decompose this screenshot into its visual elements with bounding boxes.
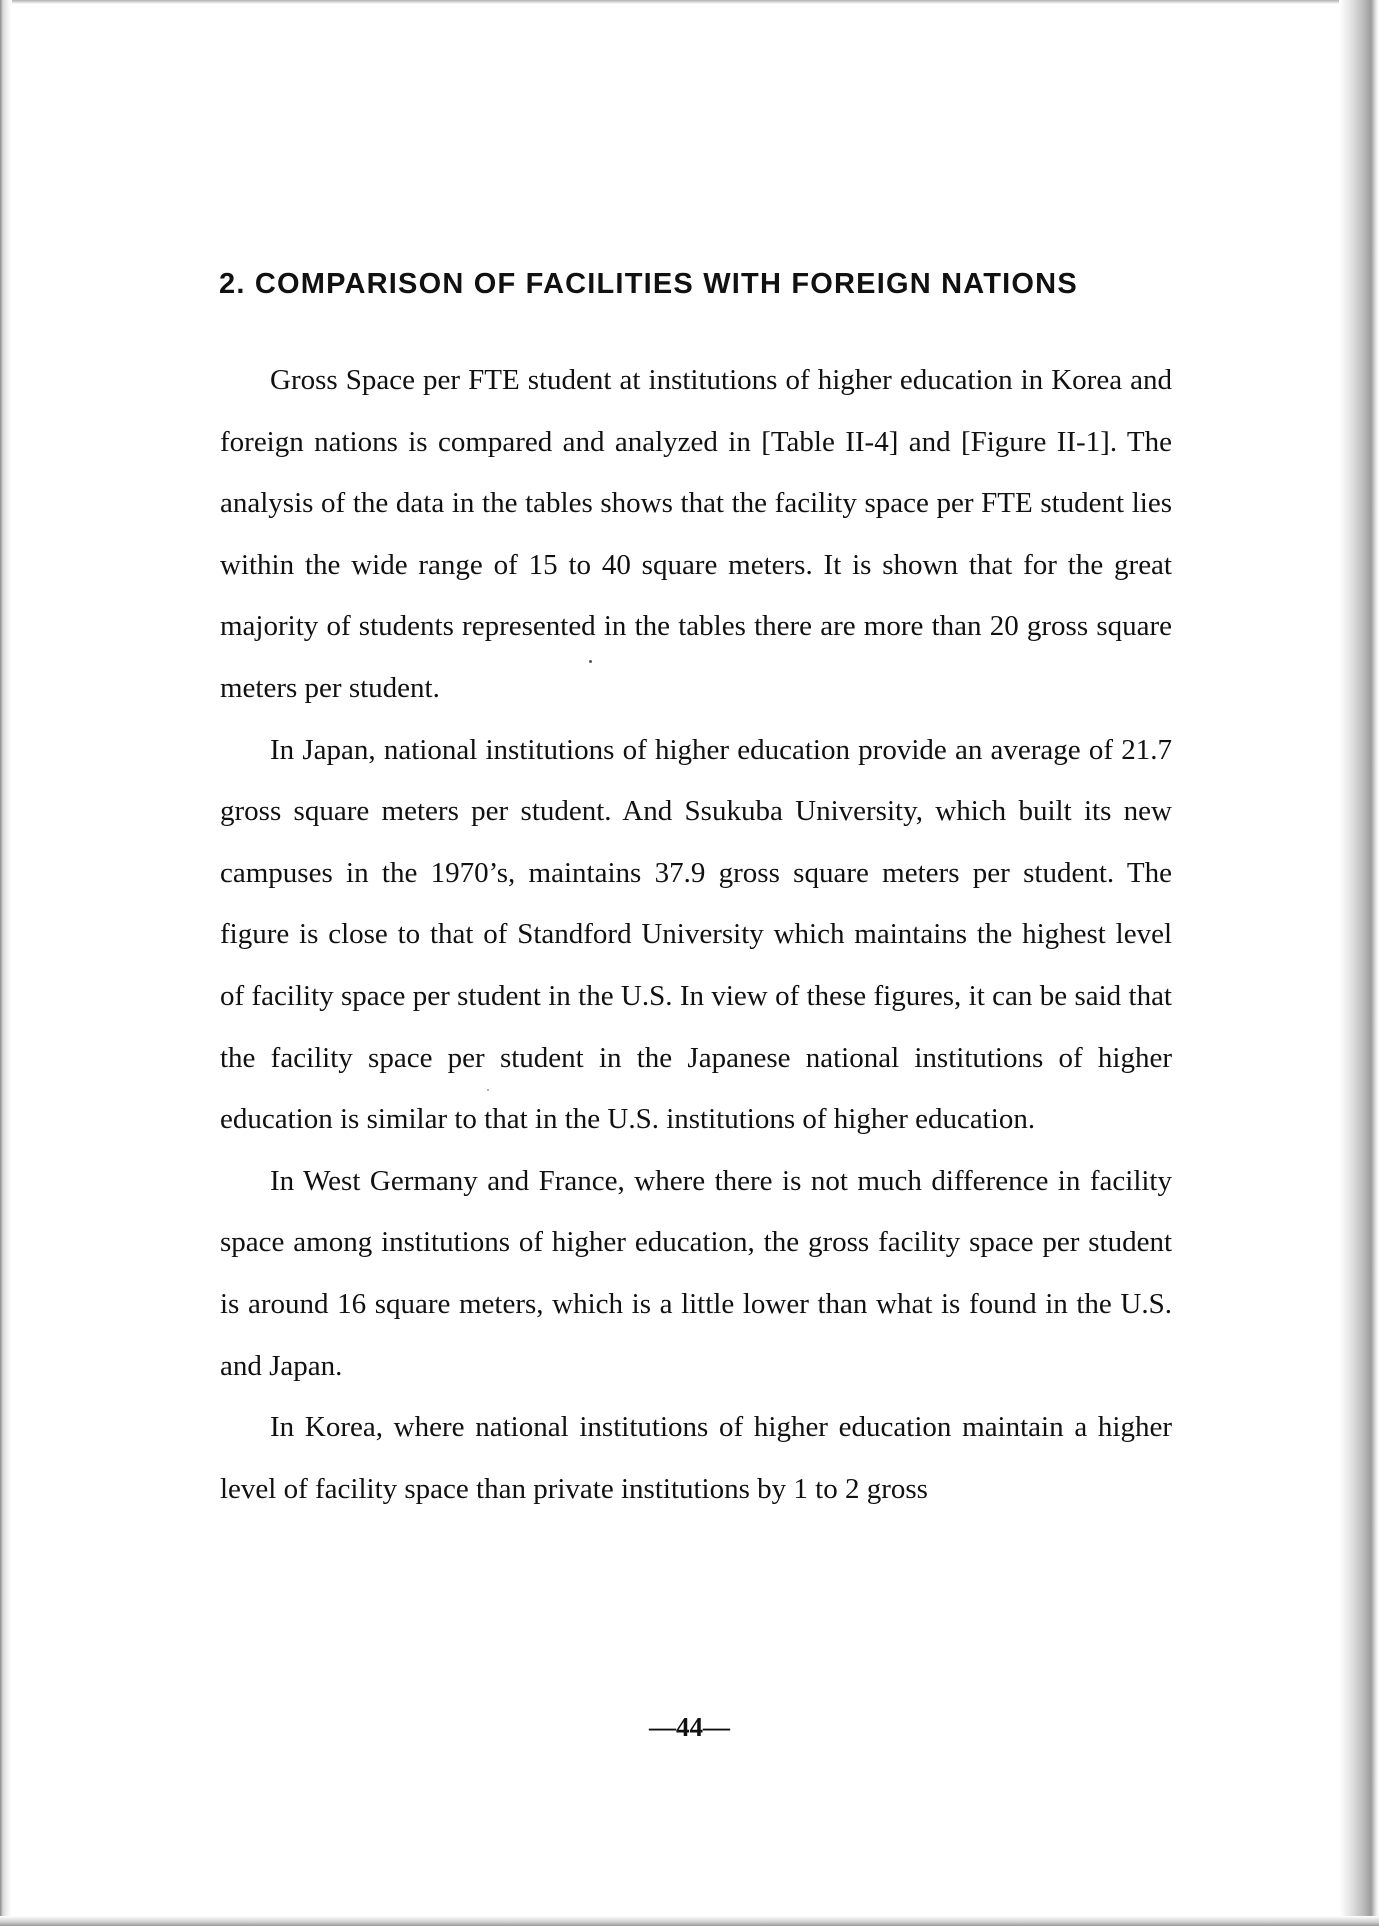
print-speck: [487, 1089, 489, 1091]
paragraph-west-germany-france: In West Germany and France, where there is not much difference in facility space among institutions of higher education, the gross facility space per student is around 16 square meters, which is a little lower than what is found in the U.S. and Japan.: [220, 1164, 1172, 1382]
section-heading: 2. COMPARISON OF FACILITIES WITH FOREIGN NATIONS: [219, 268, 1078, 300]
body-text: [220, 350, 1172, 1520]
page-top-edge: [0, 0, 1379, 4]
page-number: —44—: [649, 1712, 730, 1742]
print-speck: [589, 660, 592, 663]
page-left-edge: [0, 0, 12, 1926]
paragraph-japan: In Japan, national institutions of higher education provide an average of 21.7 gross square meters per student. And Ssukuba University, which built its new campuses in the 1970’s, maintains 37.9 gross square meters per student. The figure is close to that of Standford University which maintains the highest level of facility space per student in the U.S. In view of these figures, it can be said that the facility space per student in the Japanese national institutions of higher education is similar to that in the U.S. institutions of higher education.: [220, 733, 1172, 1136]
paragraph-korea: In Korea, where national institutions of higher education maintain a higher level of facility space than private institutions by 1 to 2 gross: [220, 1411, 1172, 1505]
page-bottom-edge: [0, 1916, 1379, 1926]
paragraph-gross-space: Gross Space per FTE student at institutions of higher education in Korea and foreign nations is compared and analyzed in [Table II-4] and [Figure II-1]. The analysis of the data in the tables shows that the facility space per FTE student lies within the wide range of 15 to 40 square meters. It is shown that for the great majority of students represented in the tables there are more than 20 gross square meters per student.: [220, 364, 1172, 704]
page-right-edge-shadow: [1339, 0, 1379, 1926]
